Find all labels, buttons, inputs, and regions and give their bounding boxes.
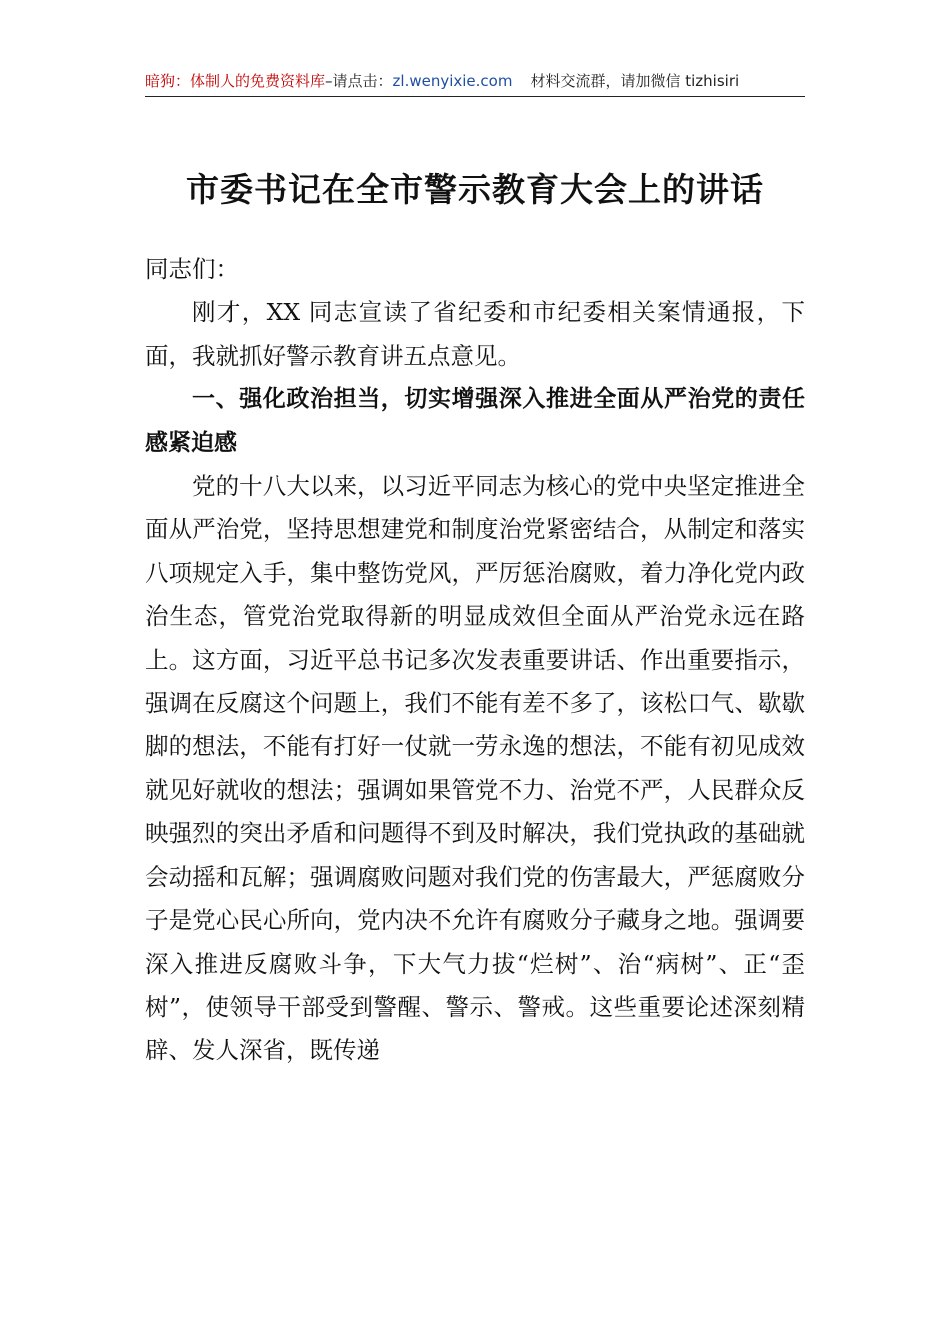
header-url-link[interactable]: zl.wenyixie.com <box>392 72 513 90</box>
section-1-heading: 一、强化政治担当，切实增强深入推进全面从严治党的责任感紧迫感 <box>145 386 805 456</box>
page-header-banner <box>145 70 805 97</box>
intro-paragraph: 刚才，XX 同志宣读了省纪委和市纪委相关案情通报，下面，我就抓好警示教育讲五点意见。 <box>145 298 805 370</box>
document-title: 市委书记在全市警示教育大会上的讲话 <box>186 170 764 209</box>
header-click-prompt: –请点击： <box>325 72 393 90</box>
document-body <box>145 248 805 1073</box>
section-1-paragraph: 党的十八大以来，以习近平同志为核心的党中央坚定推进全面从严治党，坚持思想建党和制度治党紧密结合，从制定和落实八项规定入手，集中整饬党风，严厉惩治腐败，着力净化党内政治生态，管党治党取得新的明显成效但全面从严治党永远在路上。这方面，习近平总书记多次发表重要讲话、作出重要指示，强调在反腐这个问题上，我们不能有差不多了，该松口气、歇歇脚的想法，不能有打好一仗就一劳永逸的想法，不能有初见成效就见好就收的想法；强调如果管党不力、治党不严，人民群众反映强烈的突出矛盾和问题得不到及时解决，我们党执政的基础就会动摇和瓦解；强调腐败问题对我们党的伤害最大，严惩腐败分子是党心民心所向，党内决不允许有腐败分子藏身之地。强调要深入推进反腐败斗争，下大气力拔“烂树”、治“病树”、正“歪树”，使领导干部受到警醒、警示、警戒。这些重要论述深刻精辟、发人深省，既传递 <box>145 472 805 1065</box>
salutation: 同志们： <box>145 255 239 283</box>
header-site-name: 暗狗：体制人的免费资料库 <box>145 72 326 90</box>
header-wechat-note: 材料交流群，请加微信 tizhisiri <box>530 72 740 90</box>
